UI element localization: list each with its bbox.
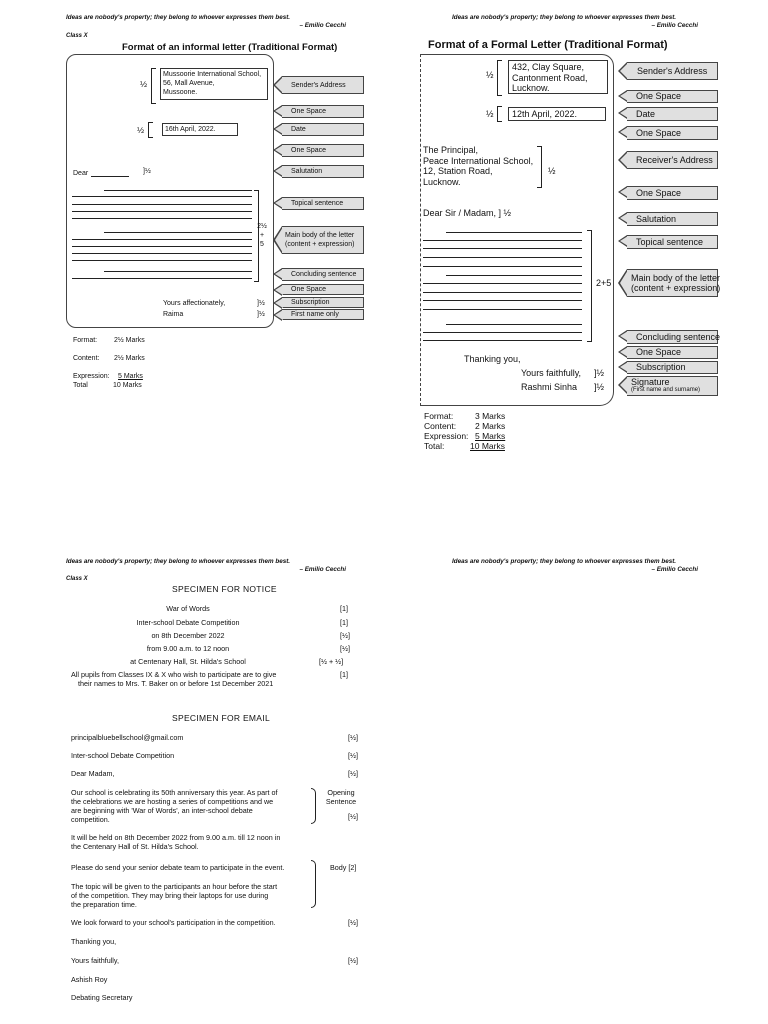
label-line: Sentence — [325, 797, 357, 806]
mark-label: Total — [73, 382, 88, 389]
para-line: competition. — [71, 815, 110, 824]
para-line: the Centenary Hall of St. Hilda's School. — [71, 842, 199, 851]
tag-one-space — [627, 90, 718, 103]
formal-address-box — [508, 60, 608, 94]
writing-line — [423, 266, 582, 267]
email-thanking: Thanking you, — [71, 937, 117, 946]
receiver-line: Lucknow. — [423, 176, 461, 187]
tag-topical-sentence — [627, 235, 718, 249]
email-yours: Yours faithfully, — [71, 956, 119, 965]
mark-label: Content: — [73, 355, 100, 362]
mark-label: Expression: — [73, 373, 110, 380]
email-name: Ashish Roy — [71, 975, 108, 984]
tag-label: One Space — [291, 147, 327, 154]
notice-line: their names to Mrs. T. Baker on or before 1st December 2021 — [78, 679, 274, 688]
tag-signature — [627, 376, 718, 396]
tag-label: Subscription — [636, 362, 686, 373]
writing-line — [72, 278, 252, 279]
email-para-5: We look forward to your school's participation in the competition. — [71, 918, 276, 927]
address-line: Mussoorie International School, — [163, 71, 262, 78]
mark-label: Format: — [73, 337, 98, 344]
tag-label: Concluding sentence — [636, 331, 721, 342]
formal-title: Format of a Formal Letter (Traditional Format) — [428, 39, 668, 51]
tag-label: (First name and surname) — [631, 387, 701, 393]
tag-label: Salutation — [291, 168, 323, 175]
tag-label: Salutation — [636, 213, 677, 224]
address-line: Cantonment Road, — [512, 72, 588, 83]
receiver-line: The Principal, — [423, 145, 479, 155]
formal-name: Rashmi Sinha — [521, 382, 578, 392]
writing-line — [72, 204, 252, 205]
email-mark: [½] — [348, 918, 358, 927]
tag-label: Main body of the letter — [285, 232, 355, 239]
tag-label: (content + expression) — [631, 283, 721, 293]
writing-line — [423, 309, 582, 310]
writing-line — [423, 248, 582, 249]
quote-author: – Emilio Cecchi — [299, 22, 346, 29]
writing-line — [72, 253, 252, 254]
email-mark: [½] — [348, 956, 358, 965]
tag-one-space — [282, 105, 364, 118]
informal-name: Raima — [163, 311, 184, 318]
tag-label: One Space — [291, 108, 327, 115]
writing-line — [423, 332, 582, 333]
bracket-body — [311, 860, 316, 908]
tag-concluding-sentence — [282, 268, 364, 281]
email-mark: [½] — [348, 769, 358, 778]
email-para-4 — [71, 882, 277, 909]
tag-label: Date — [291, 126, 306, 133]
writing-line — [72, 260, 252, 261]
bracket-address — [497, 60, 502, 96]
bracket-date — [148, 122, 153, 138]
bracket-opening — [311, 788, 316, 824]
tag-label: Concluding sentence — [291, 271, 357, 278]
date-text: 16th April, 2022. — [165, 126, 216, 133]
half-mark: ]½ — [257, 300, 265, 307]
half-mark: ½ — [596, 382, 605, 392]
formal-salutation: Dear Sir / Madam, ] ½ — [423, 208, 512, 218]
tag-main-body — [627, 269, 721, 297]
informal-dear: Dear — [73, 170, 89, 177]
bracket-address — [151, 68, 156, 104]
mark-value: 2 Marks — [475, 421, 506, 431]
tag-one-space — [282, 284, 364, 295]
informal-marks — [73, 336, 163, 390]
quote-formal — [452, 14, 698, 30]
mark-value: 3 Marks — [475, 411, 506, 421]
mark-value: 10 Marks — [113, 382, 142, 389]
half-mark: ½ — [596, 368, 605, 378]
tag-first-name-only — [282, 309, 364, 320]
tag-label: Signature — [631, 377, 670, 387]
writing-line — [104, 190, 252, 191]
email-mark: [½] — [348, 751, 358, 760]
address-line: 56, Mall Avenue, — [163, 80, 215, 87]
para-line: It will be held on 8th December 2022 from 9.00 a.m. till 12 noon in — [71, 833, 281, 842]
writing-line — [423, 300, 582, 301]
writing-line — [423, 240, 582, 241]
tag-senders-address — [282, 76, 364, 94]
notice-heading: SPECIMEN FOR NOTICE — [172, 584, 277, 594]
receiver-half: ½ — [548, 166, 556, 176]
notice-mark: [½] — [340, 644, 350, 653]
tag-label: Receiver's Address — [636, 154, 713, 165]
tag-one-space — [282, 144, 364, 157]
tag-senders-address — [627, 62, 718, 80]
informal-address-box — [160, 68, 268, 100]
quote-author: – Emilio Cecchi — [651, 566, 698, 573]
tag-label: Subscription — [291, 299, 330, 306]
address-line: 432, Clay Square, — [512, 62, 585, 72]
informal-title: Format of an informal letter (Traditional Format) — [122, 42, 338, 53]
para-line: of the competition. They may bring their laptops for use during — [71, 891, 269, 900]
formal-yours: Yours faithfully, — [521, 368, 582, 378]
bracket-body — [587, 230, 592, 342]
mark-label: Content: — [424, 421, 457, 431]
writing-line — [423, 340, 582, 341]
notice-mark: [½] — [340, 631, 350, 640]
writing-line — [423, 257, 582, 258]
email-para-1 — [71, 788, 316, 824]
receiver-line: 12, Station Road, — [423, 166, 493, 176]
tag-date — [627, 107, 718, 121]
para-line: The topic will be given to the participants an hour before the start — [71, 882, 278, 891]
tag-salutation — [282, 165, 364, 178]
quote-text: Ideas are nobody's property; they belong to whoever expresses them best. — [66, 558, 291, 565]
writing-line — [423, 292, 582, 293]
mark-label: Format: — [424, 411, 454, 421]
notice-line: at Centenary Hall, St. Hilda's School — [130, 657, 246, 666]
mark-value: 5 Marks — [475, 431, 506, 441]
address-line: Mussoone. — [163, 89, 198, 96]
email-para-2 — [71, 833, 280, 851]
informal-body-marks — [256, 222, 268, 249]
tag-label: (content + expression) — [285, 241, 355, 248]
email-greeting: Dear Madam, — [71, 769, 115, 778]
bracket-date — [497, 106, 502, 122]
receiver-line: Peace International School, — [423, 155, 534, 166]
writing-line — [72, 218, 252, 219]
notice-mark: [1] — [340, 618, 348, 627]
dear-half: ]½ — [143, 168, 151, 175]
writing-line — [446, 324, 582, 325]
notice-line: All pupils from Classes IX & X who wish to participate are to give — [71, 670, 277, 679]
body-mark: Body [2] — [330, 863, 357, 872]
class-label: Class X — [66, 576, 88, 582]
quote-blank-page — [452, 558, 698, 574]
tag-one-space — [627, 186, 718, 200]
mark-value: 2½ Marks — [114, 355, 145, 362]
mark-value: 5 Marks — [118, 373, 143, 380]
formal-receiver — [423, 145, 533, 187]
tag-label: Date — [636, 108, 656, 119]
tag-label: One Space — [636, 91, 682, 102]
formal-date-box — [508, 107, 606, 121]
para-line: the celebrations we are hosting a series of competitions and we — [71, 797, 274, 806]
mark-part: 2½ — [257, 223, 267, 230]
tag-label: One Space — [636, 187, 682, 198]
para-line: Our school is celebrating its 50th anniversary this year. As part of — [71, 788, 278, 797]
email-subject: Inter-school Debate Competition — [71, 751, 175, 760]
tag-label: One Space — [636, 347, 682, 358]
notice-line: from 9.00 a.m. to 12 noon — [146, 644, 230, 653]
informal-sub-half — [257, 299, 265, 308]
notice-line: on 8th December 2022 — [151, 631, 225, 640]
tag-label: Sender's Address — [637, 65, 708, 76]
tag-label: Topical sentence — [291, 200, 344, 207]
bracket-receiver — [537, 146, 542, 188]
tag-label: Topical sentence — [636, 236, 704, 247]
writing-line — [72, 246, 252, 247]
mark-value: 10 Marks — [470, 441, 505, 451]
quote-author: – Emilio Cecchi — [651, 22, 698, 29]
notice-line: Inter-school Debate Competition — [136, 618, 240, 627]
quote-notice — [66, 558, 346, 574]
tag-label: First name only — [291, 311, 339, 318]
address-line: Lucknow. — [512, 83, 550, 93]
tag-date — [282, 123, 364, 136]
date-text: 12th April, 2022. — [512, 109, 578, 119]
writing-line — [446, 232, 582, 233]
email-mark: [½] — [348, 733, 358, 742]
mark-part: 5 — [260, 241, 264, 248]
tag-concluding-sentence — [627, 330, 721, 344]
tag-label: One Space — [636, 127, 682, 138]
quote-informal — [66, 14, 346, 30]
informal-half-2: ½ — [137, 125, 145, 135]
informal-date-box — [162, 123, 238, 136]
formal-marks — [424, 411, 524, 451]
email-designation: Debating Secretary — [71, 993, 133, 1002]
formal-body-marks: 2+5 — [596, 278, 612, 288]
writing-line — [72, 211, 252, 212]
notice-mark: [½ + ½] — [319, 657, 344, 666]
mark-value: 2½ Marks — [114, 337, 145, 344]
quote-text: Ideas are nobody's property; they belong to whoever expresses them best. — [452, 14, 677, 21]
formal-sub-half: ]½ — [594, 368, 605, 378]
quote-author: – Emilio Cecchi — [299, 566, 346, 573]
email-mark: [½] — [348, 812, 358, 821]
quote-text: Ideas are nobody's property; they belong to whoever expresses them best. — [66, 14, 291, 21]
formal-half-1: ½ — [486, 70, 494, 80]
tag-topical-sentence — [282, 197, 364, 210]
notice-mark: [1] — [340, 604, 348, 613]
writing-line — [446, 275, 582, 276]
writing-line — [72, 239, 252, 240]
notice-mark: [1] — [340, 670, 348, 679]
tag-main-body — [282, 226, 364, 254]
notice-line: War of Words — [166, 604, 210, 613]
para-line: the preparation time. — [71, 900, 137, 909]
formal-thanking: Thanking you, — [464, 354, 521, 364]
mark-label: Total: — [424, 441, 445, 451]
tag-label: One Space — [291, 286, 327, 293]
formal-half-2: ½ — [486, 109, 494, 119]
opening-label — [322, 788, 360, 806]
formal-sig-half: ]½ — [594, 382, 605, 392]
tag-one-space — [627, 126, 718, 140]
tag-salutation — [627, 212, 718, 226]
tag-receivers-address — [627, 151, 718, 169]
email-to: principalbluebellschool@gmail.com — [71, 733, 184, 742]
mark-label: Expression: — [424, 431, 469, 441]
writing-line — [104, 271, 252, 272]
writing-line — [423, 283, 582, 284]
writing-line — [72, 196, 252, 197]
tag-one-space — [627, 346, 718, 359]
tag-label: Sender's Address — [291, 81, 346, 89]
informal-half-1: ½ — [140, 79, 148, 89]
informal-yours: Yours affectionately, — [163, 300, 226, 307]
half-mark: ]½ — [257, 311, 265, 318]
dear-blank — [91, 176, 129, 177]
informal-name-half — [257, 310, 265, 319]
email-heading: SPECIMEN FOR EMAIL — [172, 713, 270, 723]
tag-label: Main body of the letter — [631, 272, 721, 283]
quote-text: Ideas are nobody's property; they belong to whoever expresses them best. — [452, 558, 677, 565]
writing-line — [104, 232, 252, 233]
tag-subscription — [282, 297, 364, 308]
tag-subscription — [627, 361, 718, 374]
email-para-3: Please do send your senior debate team to participate in the event. — [71, 863, 285, 872]
para-line: are beginning with 'War of Words', an inter-school debate — [71, 806, 253, 815]
class-label: Class X — [66, 33, 88, 39]
mark-part: + — [259, 232, 265, 239]
label-line: Opening — [327, 788, 355, 797]
